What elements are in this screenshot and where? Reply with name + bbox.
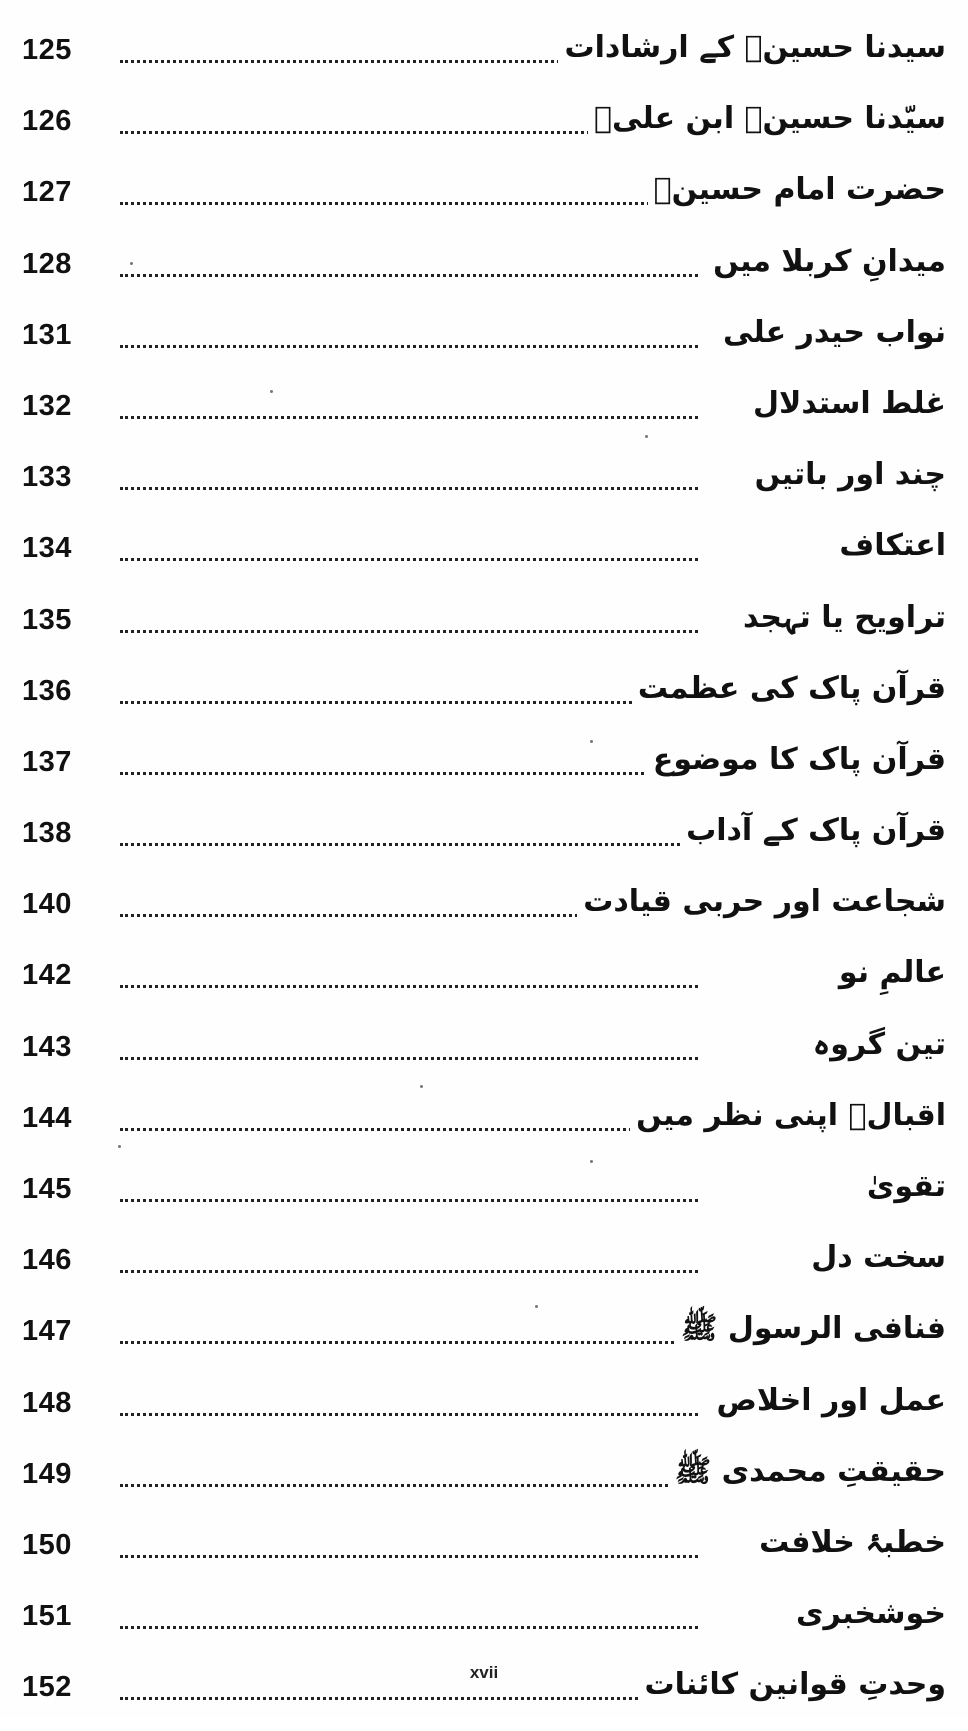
toc-page-number: 137 bbox=[22, 745, 72, 778]
toc-page-number: 126 bbox=[22, 105, 72, 138]
dot-leader bbox=[120, 416, 698, 419]
toc-entry-title: نواب حیدر علی bbox=[717, 313, 946, 353]
toc-entry-title: سیّدنا حسینؓ ابن علیؓ bbox=[588, 99, 946, 139]
dot-leader bbox=[120, 274, 698, 277]
toc-entry-title: میدانِ کربلا میں bbox=[707, 242, 946, 282]
toc-entry bbox=[0, 520, 968, 591]
dot-leader bbox=[120, 1199, 698, 1202]
toc-page-number: 144 bbox=[22, 1101, 72, 1134]
toc-entry-title: اقبالؒ اپنی نظر میں bbox=[630, 1096, 946, 1136]
dot-leader bbox=[120, 701, 698, 704]
dot-leader bbox=[120, 1413, 698, 1416]
toc-entry-title: سیدنا حسینؓ کے ارشادات bbox=[558, 28, 946, 68]
toc-entry bbox=[0, 1517, 968, 1588]
toc-entry-title: فنافی الرسول ﷺ bbox=[675, 1309, 946, 1349]
scan-speck bbox=[420, 1085, 423, 1088]
toc-entry-title: قرآن پاک کے آداب bbox=[680, 811, 946, 851]
toc-entry bbox=[0, 1303, 968, 1374]
toc-entry-title: تقویٰ bbox=[861, 1167, 946, 1207]
toc-entry-title: حضرت امام حسینؓ bbox=[648, 170, 946, 210]
toc-entry bbox=[0, 1232, 968, 1303]
toc-entry-title: خطبۂ خلافت bbox=[753, 1523, 946, 1563]
dot-leader bbox=[120, 345, 698, 348]
scan-speck bbox=[645, 435, 648, 438]
toc-entry bbox=[0, 1446, 968, 1517]
toc-page-number: 125 bbox=[22, 34, 72, 66]
toc-entry bbox=[0, 378, 968, 449]
toc-page-number: 150 bbox=[22, 1528, 72, 1561]
scan-speck bbox=[270, 390, 273, 393]
toc-entry-title: حقیقتِ محمدی ﷺ bbox=[669, 1452, 946, 1492]
page-number-footer: xvii bbox=[469, 1663, 499, 1682]
dot-leader bbox=[120, 985, 698, 988]
toc-entry bbox=[0, 449, 968, 520]
toc-entry-title: چند اور باتیں bbox=[749, 455, 946, 495]
dot-leader bbox=[120, 630, 698, 633]
toc-page-number: 132 bbox=[22, 389, 72, 422]
toc-entry-title: عالمِ نو bbox=[833, 953, 946, 993]
toc-entry bbox=[0, 592, 968, 663]
toc-entry-title: غلط استدلال bbox=[747, 384, 946, 424]
dot-leader bbox=[120, 1057, 698, 1060]
dot-leader bbox=[120, 843, 698, 846]
toc-page-number: 133 bbox=[22, 461, 72, 494]
toc-page-number: 152 bbox=[22, 1671, 72, 1704]
toc-entry bbox=[0, 947, 968, 1018]
scan-speck bbox=[118, 1145, 121, 1148]
toc-page-number: 131 bbox=[22, 318, 72, 351]
toc-entry bbox=[0, 22, 968, 93]
toc-page-number: 135 bbox=[22, 603, 72, 636]
toc-entry bbox=[0, 663, 968, 734]
toc-entry-title: عمل اور اخلاص bbox=[710, 1381, 946, 1421]
dot-leader bbox=[120, 1555, 698, 1558]
toc-entry-title: تین گروہ bbox=[807, 1025, 946, 1065]
toc-entry bbox=[0, 734, 968, 805]
toc-page-number: 136 bbox=[22, 674, 72, 707]
dot-leader bbox=[120, 558, 698, 561]
toc-page-number: 143 bbox=[22, 1030, 72, 1063]
toc-entry-title: خوشخبری bbox=[790, 1594, 946, 1634]
dot-leader bbox=[120, 772, 698, 775]
toc-entry bbox=[0, 1019, 968, 1090]
table-of-contents bbox=[0, 22, 968, 1731]
toc-entry bbox=[0, 1588, 968, 1659]
toc-entry bbox=[0, 805, 968, 876]
dot-leader bbox=[120, 1341, 698, 1344]
toc-page-number: 134 bbox=[22, 532, 72, 565]
scan-speck bbox=[535, 1305, 538, 1308]
toc-entry-title: اعتکاف bbox=[833, 526, 946, 566]
scan-speck bbox=[590, 740, 593, 743]
toc-page-number: 138 bbox=[22, 817, 72, 850]
toc-page-number: 127 bbox=[22, 176, 72, 209]
toc-entry bbox=[0, 1161, 968, 1232]
dot-leader bbox=[120, 487, 698, 490]
toc-entry-title: سخت دل bbox=[805, 1238, 946, 1278]
toc-page-number: 128 bbox=[22, 247, 72, 280]
toc-page-number: 145 bbox=[22, 1173, 72, 1205]
dot-leader bbox=[120, 202, 698, 205]
dot-leader bbox=[120, 1626, 698, 1629]
toc-entry bbox=[0, 307, 968, 378]
toc-page-number: 146 bbox=[22, 1244, 72, 1277]
toc-entry bbox=[0, 1090, 968, 1161]
toc-entry bbox=[0, 236, 968, 307]
toc-entry bbox=[0, 876, 968, 947]
toc-entry bbox=[0, 93, 968, 164]
toc-entry-title: تراویح یا تہجد bbox=[737, 598, 946, 638]
toc-page-number: 147 bbox=[22, 1315, 72, 1348]
dot-leader bbox=[120, 1128, 698, 1131]
toc-entry bbox=[0, 1375, 968, 1446]
toc-entry bbox=[0, 164, 968, 235]
dot-leader bbox=[120, 1484, 698, 1487]
scan-speck bbox=[590, 1160, 593, 1163]
toc-entry-title: وحدتِ قوانین کائنات bbox=[638, 1665, 946, 1705]
toc-page-number: 142 bbox=[22, 959, 72, 992]
toc-page-number: 140 bbox=[22, 888, 72, 921]
dot-leader bbox=[120, 1697, 698, 1700]
toc-page-number: 148 bbox=[22, 1386, 72, 1419]
toc-entry-title: شجاعت اور حربی قیادت bbox=[577, 882, 946, 922]
dot-leader bbox=[120, 1270, 698, 1273]
scan-speck bbox=[130, 262, 133, 265]
toc-page-number: 149 bbox=[22, 1457, 72, 1490]
toc-entry-title: قرآن پاک کا موضوع bbox=[647, 740, 946, 780]
toc-page-number: 151 bbox=[22, 1600, 72, 1633]
toc-entry-title: قرآن پاک کی عظمت bbox=[632, 669, 946, 709]
